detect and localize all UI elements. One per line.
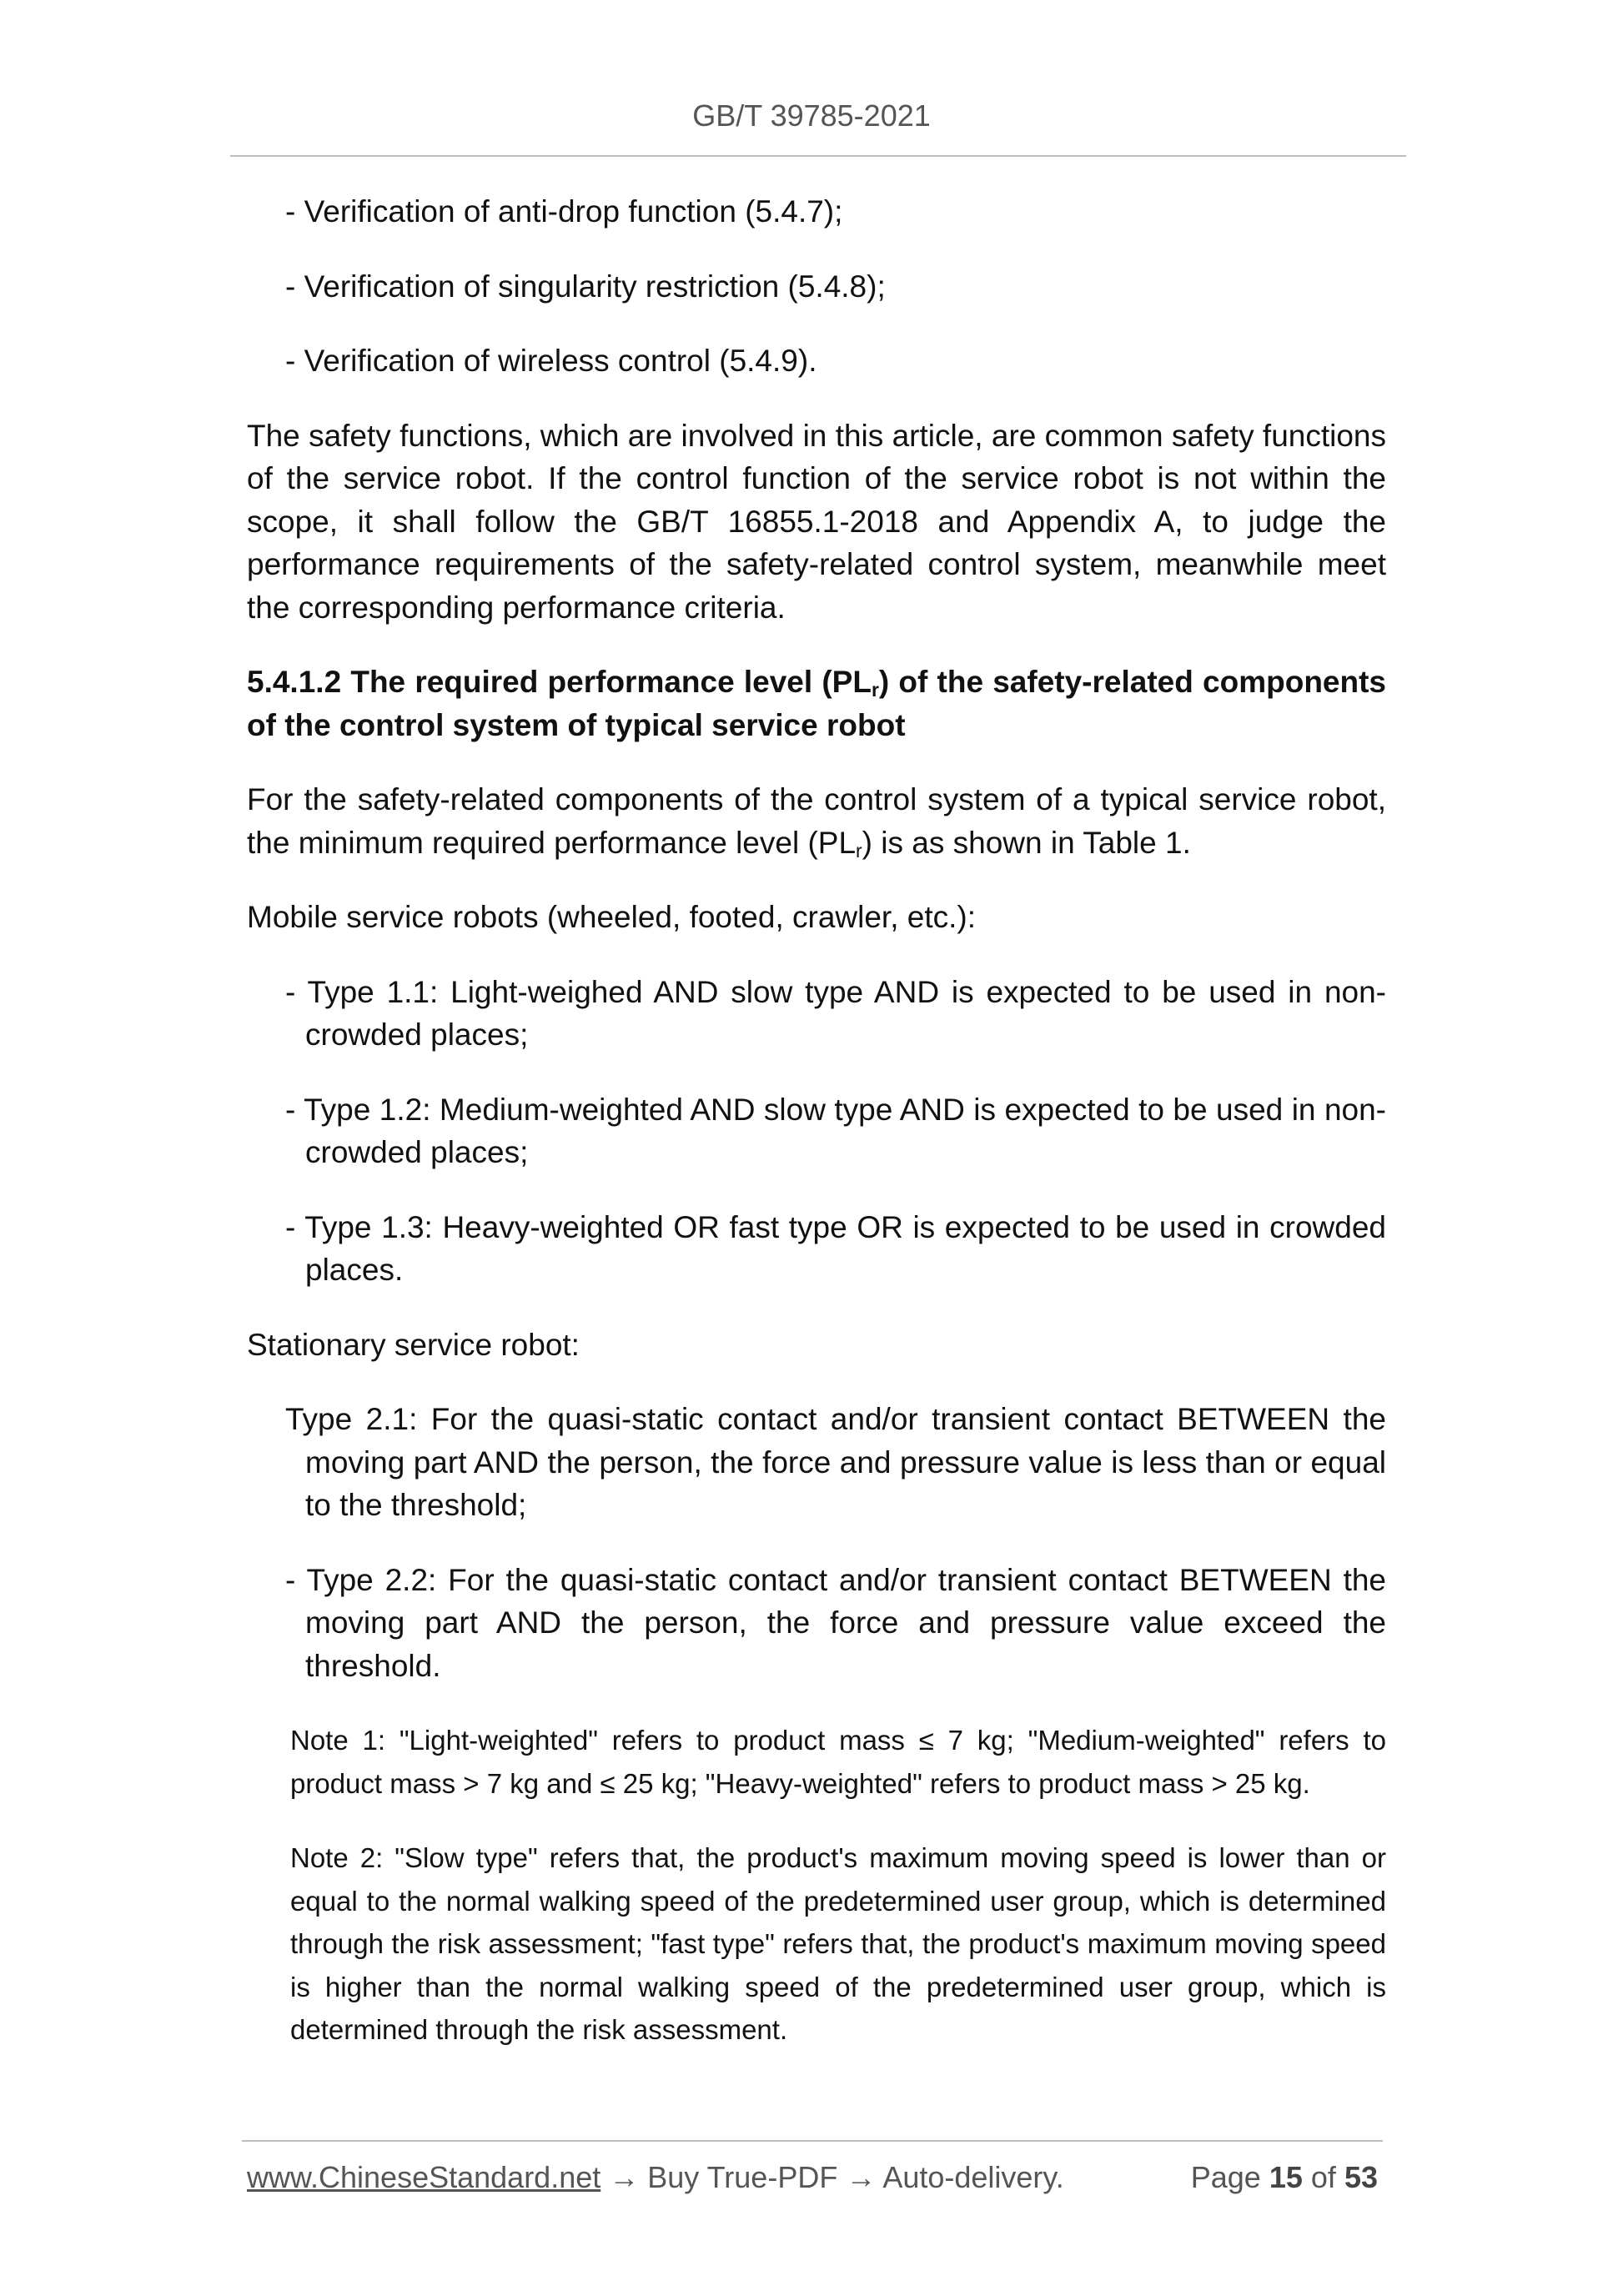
section-paragraph (247, 778, 1386, 864)
page-label: Page (1190, 2160, 1261, 2194)
stationary-type-item: - Type 2.2: For the quasi-static contact and/or transient contact BETWEEN the moving part AND the person, the force and pressure value exceed the threshold. (285, 1562, 1386, 1683)
verification-item: - Verification of anti-drop function (5.4.7); (285, 194, 843, 229)
page-footer (247, 2160, 1378, 2195)
section-paragraph-text: ) is as shown in Table 1. (862, 825, 1191, 860)
section-paragraph-text: For the safety-related components of the control system of a typical service robot, the minimum required performance level (PL (247, 782, 1386, 860)
intro-paragraph: The safety functions, which are involved in this article, are common safety functions of the service robot. If the control function of the service robot is not within the scope, it shall follow the GB/T 16855.1-2018 and Appendix A, to judge the performance requirements of the safety-related control system, meanwhile meet the corresponding performance criteria. (247, 418, 1386, 625)
footer-divider (242, 2140, 1383, 2142)
of-label: of (1310, 2160, 1336, 2194)
verification-item: - Verification of singularity restriction (5.4.8); (285, 269, 886, 304)
document-code-header: GB/T 39785-2021 (692, 98, 931, 133)
header-divider (230, 155, 1406, 157)
mobile-type-item: - Type 1.3: Heavy-weighted OR fast type OR is expected to be used in crowded places. (285, 1209, 1386, 1287)
section-heading-text: 5.4.1.2 The required performance level (PL (247, 665, 872, 699)
mobile-type-item: - Type 1.1: Light-weighed AND slow type AND is expected to be used in non-crowded places; (285, 974, 1386, 1052)
footer-tagline: → Buy True-PDF → Auto-delivery. (600, 2160, 1064, 2194)
total-pages-number: 53 (1344, 2160, 1378, 2194)
subscript-r: r (871, 679, 879, 701)
section-heading (247, 661, 1386, 746)
section-heading-text: ) of the safety-related components of the control system of typical service robot (247, 665, 1386, 742)
note: Note 1: "Light-weighted" refers to product mass ≤ 7 kg; "Medium-weighted" refers to product mass > 7 kg and ≤ 25 kg; "Heavy-weighted" refers to product mass > 25 kg. (290, 1725, 1386, 1799)
mobile-type-item: - Type 1.2: Medium-weighted AND slow type AND is expected to be used in non-crowded places; (285, 1092, 1386, 1169)
stationary-type-item: Type 2.1: For the quasi-static contact and/or transient contact BETWEEN the moving part AND the person, the force and pressure value is less than or equal to the threshold; (285, 1402, 1386, 1522)
website-link[interactable]: www.ChineseStandard.net (247, 2160, 601, 2194)
page-indicator (1191, 2160, 1378, 2195)
stationary-robots-label: Stationary service robot: (247, 1327, 580, 1362)
note: Note 2: "Slow type" refers that, the product's maximum moving speed is lower than or equal to the normal walking speed of the predetermined user group, which is determined through the risk assessment; "fast type" refers that, the product's maximum moving speed is higher than the normal walking speed of the predetermined user group, which is determined through the risk assessment. (290, 1842, 1386, 2045)
subscript-r: r (856, 839, 862, 862)
mobile-robots-label: Mobile service robots (wheeled, footed, crawler, etc.): (247, 900, 976, 934)
current-page-number: 15 (1269, 2160, 1303, 2194)
page-body (247, 190, 1386, 2083)
verification-item: - Verification of wireless control (5.4.9). (285, 344, 817, 378)
